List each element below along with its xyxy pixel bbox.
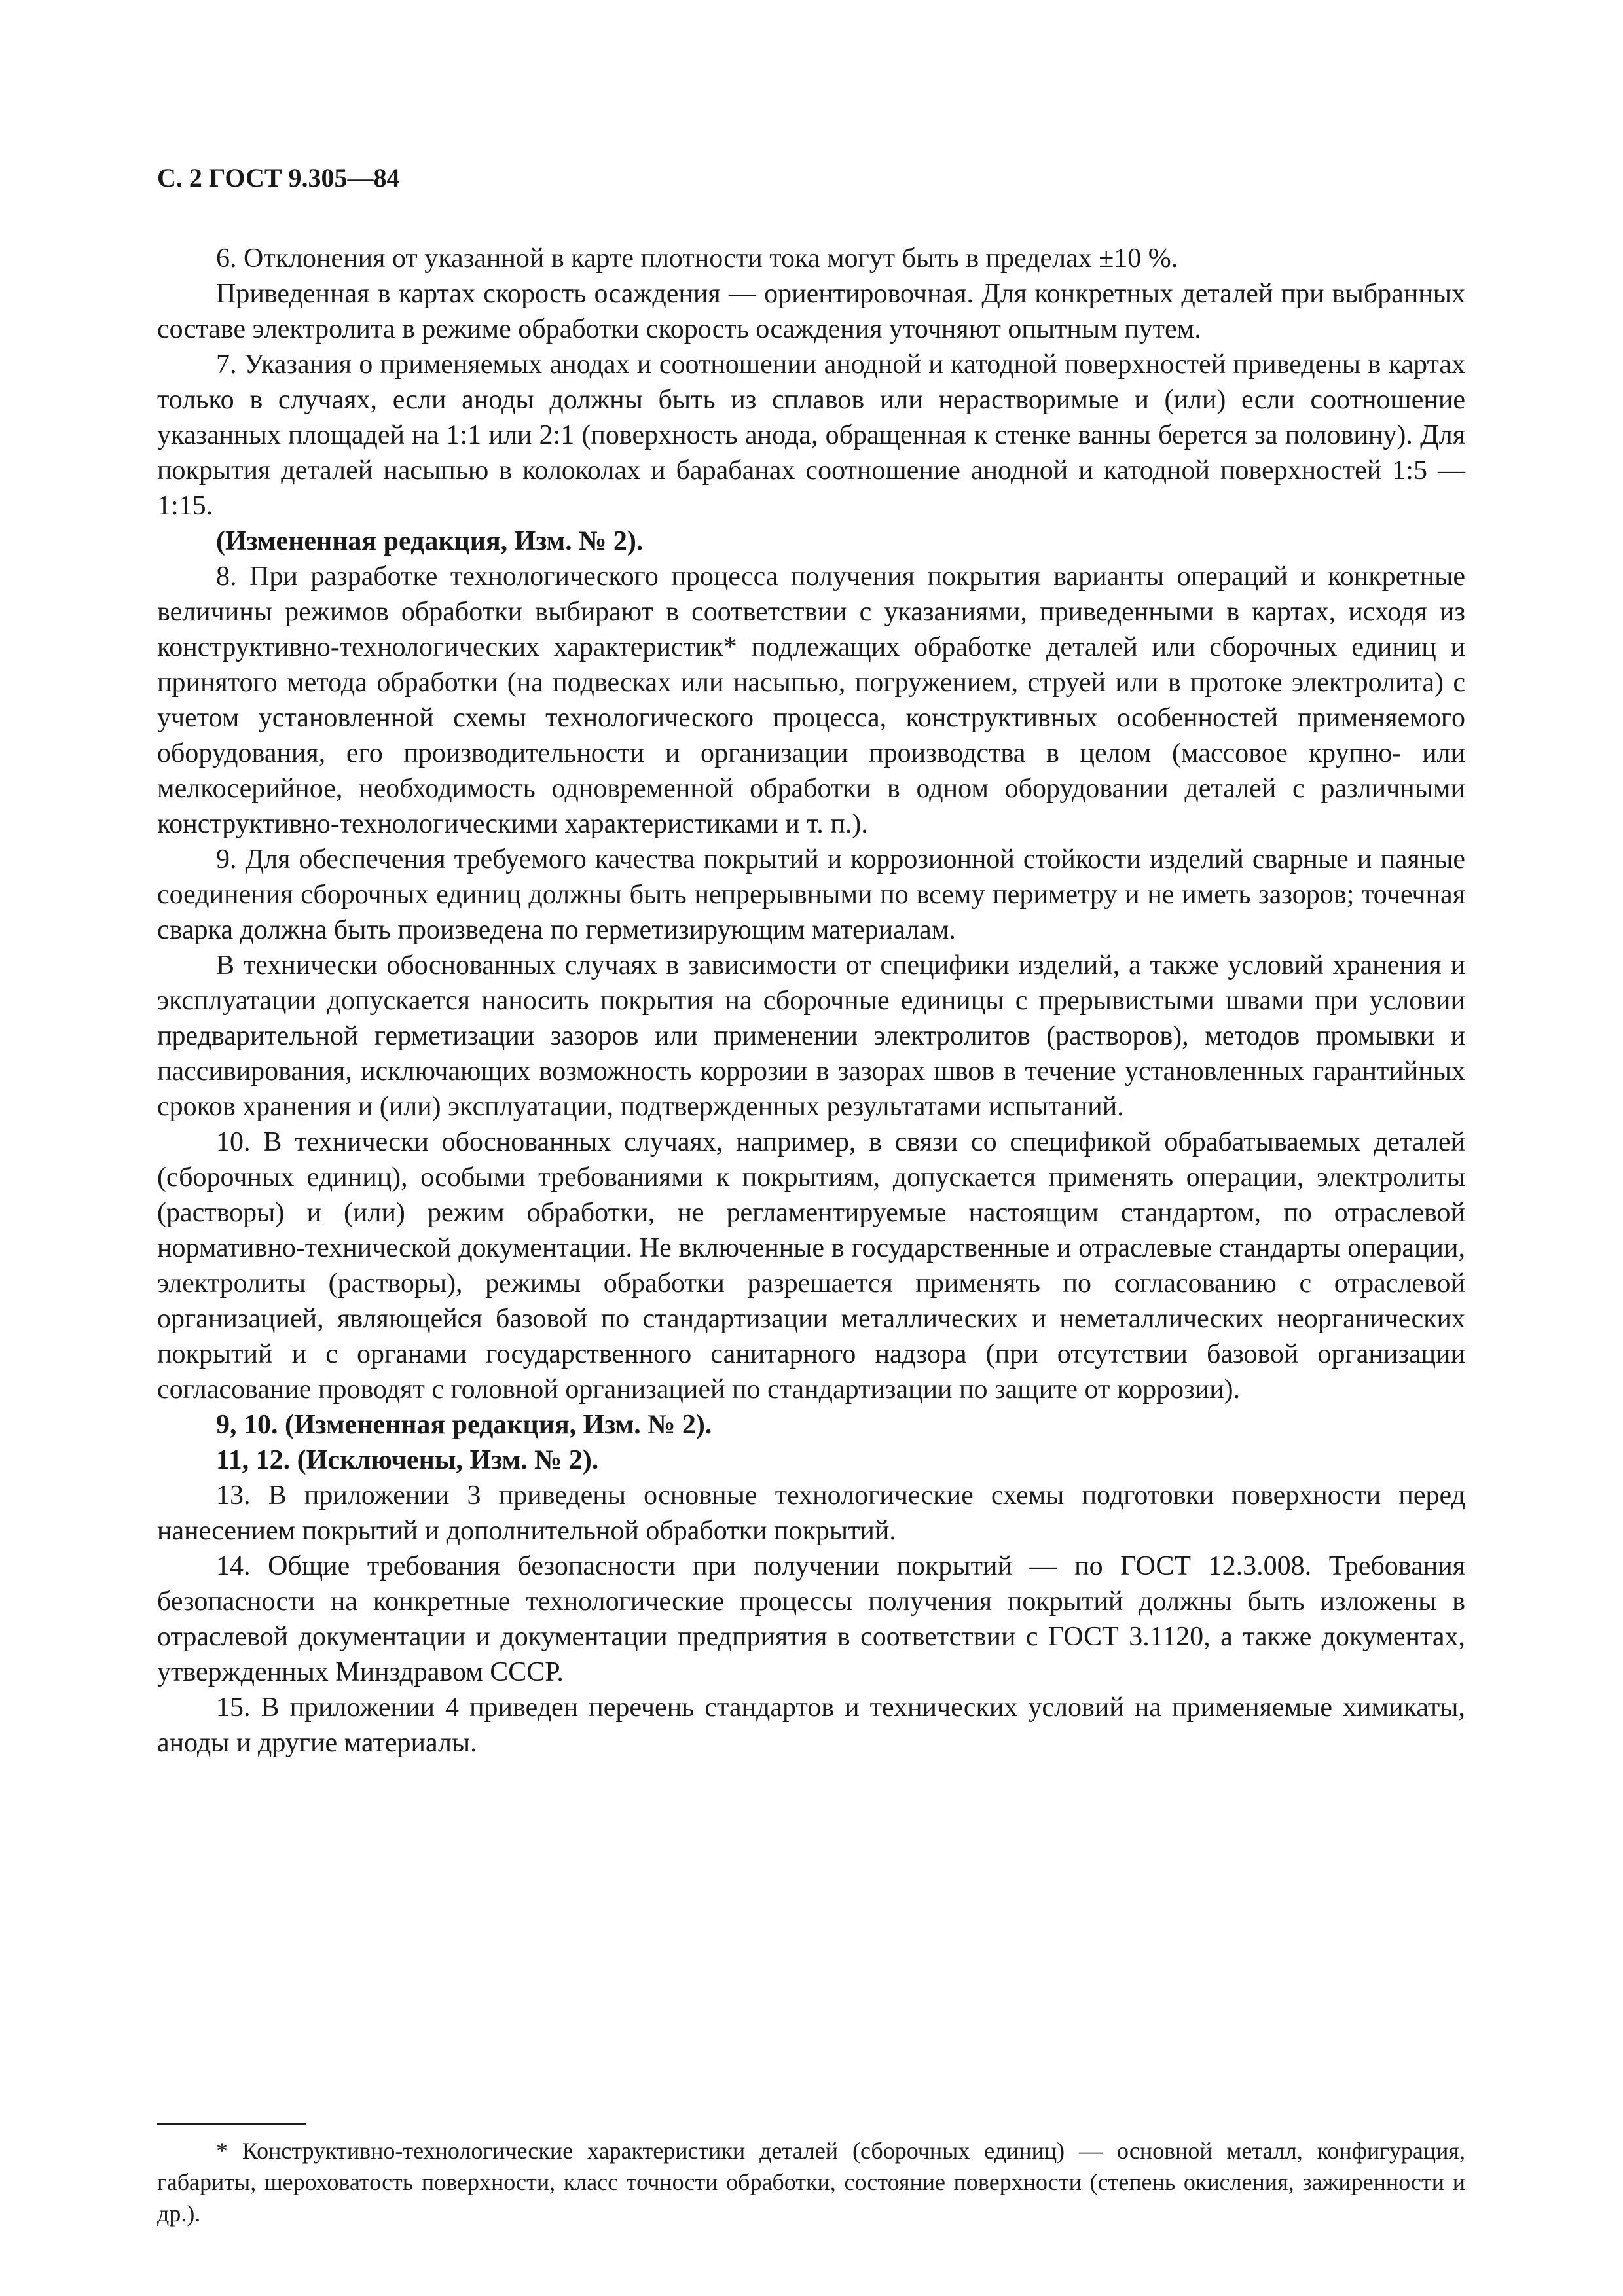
paragraph-7: 7. Указания о применяемых анодах и соотношении анодной и катодной поверхностей приведены в картах только в случаях, если аноды должны быть из сплавов или нерастворимые и (или) если соотношение указанных площадей на 1:1 или 2:1 (поверхность анода, обращенная к стенке ванны берется за половину). Для покрытия деталей насыпью в колоколах и барабанах соотношение анодной и катодной поверхностей 1:5 — 1:15. bbox=[157, 350, 1465, 521]
footnote-divider bbox=[157, 2123, 306, 2125]
amendment-note: 9, 10. (Измененная редакция, Изм. № 2). bbox=[216, 1410, 712, 1440]
paragraph-9-continued: В технически обоснованных случаях в зависимости от специфики изделий, а также условий хранения и эксплуатации допускается наносить покрытия на сборочные единицы с прерывистыми швами при условии предварительной герметизации зазоров или применении электролитов (растворов), методов промывки и пассивирования, исключающих возможность коррозии в зазорах швов в течение установленных гарантийных сроков хранения и (или) эксплуатации, подтвержденных результатами испытаний. bbox=[157, 950, 1465, 1122]
page-header: С. 2 ГОСТ 9.305—84 bbox=[157, 163, 400, 192]
paragraph-9: 9. Для обеспечения требуемого качества покрытий и коррозионной стойкости изделий сварные и паяные соединения сборочных единиц должны быть непрерывными по всему периметру и не иметь зазоров; точечная сварка должна быть произведена по герметизирующим материалам. bbox=[157, 844, 1465, 945]
excluded-note: 11, 12. (Исключены, Изм. № 2). bbox=[216, 1445, 599, 1475]
paragraph-10: 10. В технически обоснованных случаях, например, в связи со спецификой обрабатываемых деталей (сборочных единиц), особыми требованиями к покрытиям, допускается применять операции, электролиты (растворы) и (или) режим обработки, не регламентируемые настоящим стандартом, по отраслевой нормативно-технической документации. Не включенные в государственные и отраслевые стандарты операции, электролиты (растворы), режимы обработки разрешается применять по согласованию с отраслевой организацией, являющейся базовой по стандартизации металлических и неметаллических неорганических покрытий и с органами государственного санитарного надзора (при отсутствии базовой организации согласование проводят с головной организацией по стандартизации по защите от коррозии). bbox=[157, 1127, 1465, 1405]
paragraph-13: 13. В приложении 3 приведены основные технологические схемы подготовки поверхности перед нанесением покрытий и дополнительной обработки покрытий. bbox=[157, 1480, 1465, 1546]
paragraph-15: 15. В приложении 4 приведен перечень стандартов и технических условий на применяемые химикаты, аноды и другие материалы. bbox=[157, 1693, 1465, 1758]
footnote: * Конструктивно-технологические характеристики деталей (сборочных единиц) — основной металл, конфигурация, габариты, шероховатость поверхности, класс точности обработки, состояние поверхности (степень окисления, зажиренности и др.). bbox=[157, 2138, 1465, 2227]
paragraph-6: 6. Отклонения от указанной в карте плотности тока могут быть в пределах ±10 %. bbox=[216, 243, 1178, 274]
paragraph-8: 8. При разработке технологического процесса получения покрытия варианты операций и конкретные величины режимов обработки выбирают в соответствии с указаниями, приведенными в картах, исходя из конструктивно-технологических характеристик* подлежащих обработке деталей или сборочных единиц и принятого метода обработки (на подвесках или насыпью, погружением, струей или в протоке электролита) с учетом установленной схемы технологического процесса, конструктивных особенностей применяемого оборудования, его производительности и организации производства в целом (массовое крупно- или мелкосерийное, необходимость одновременной обработки в одном оборудовании деталей с различными конструктивно-технологическими характеристиками и т. п.). bbox=[157, 562, 1465, 839]
paragraph-6-note: Приведенная в картах скорость осаждения — ориентировочная. Для конкретных деталей при выбранных составе электролита в режиме обработки скорость осаждения уточняют опытным путем. bbox=[157, 279, 1465, 344]
document-body bbox=[157, 241, 1465, 1761]
amendment-note: (Измененная редакция, Изм. № 2). bbox=[216, 526, 644, 556]
paragraph-14: 14. Общие требования безопасности при получении покрытий — по ГОСТ 12.3.008. Требования безопасности на конкретные технологические процессы получения покрытий должны быть изложены в отраслевой документации и документации предприятия в соответствии с ГОСТ 3.1120, а также документах, утвержденных Минздравом СССР. bbox=[157, 1551, 1465, 1687]
